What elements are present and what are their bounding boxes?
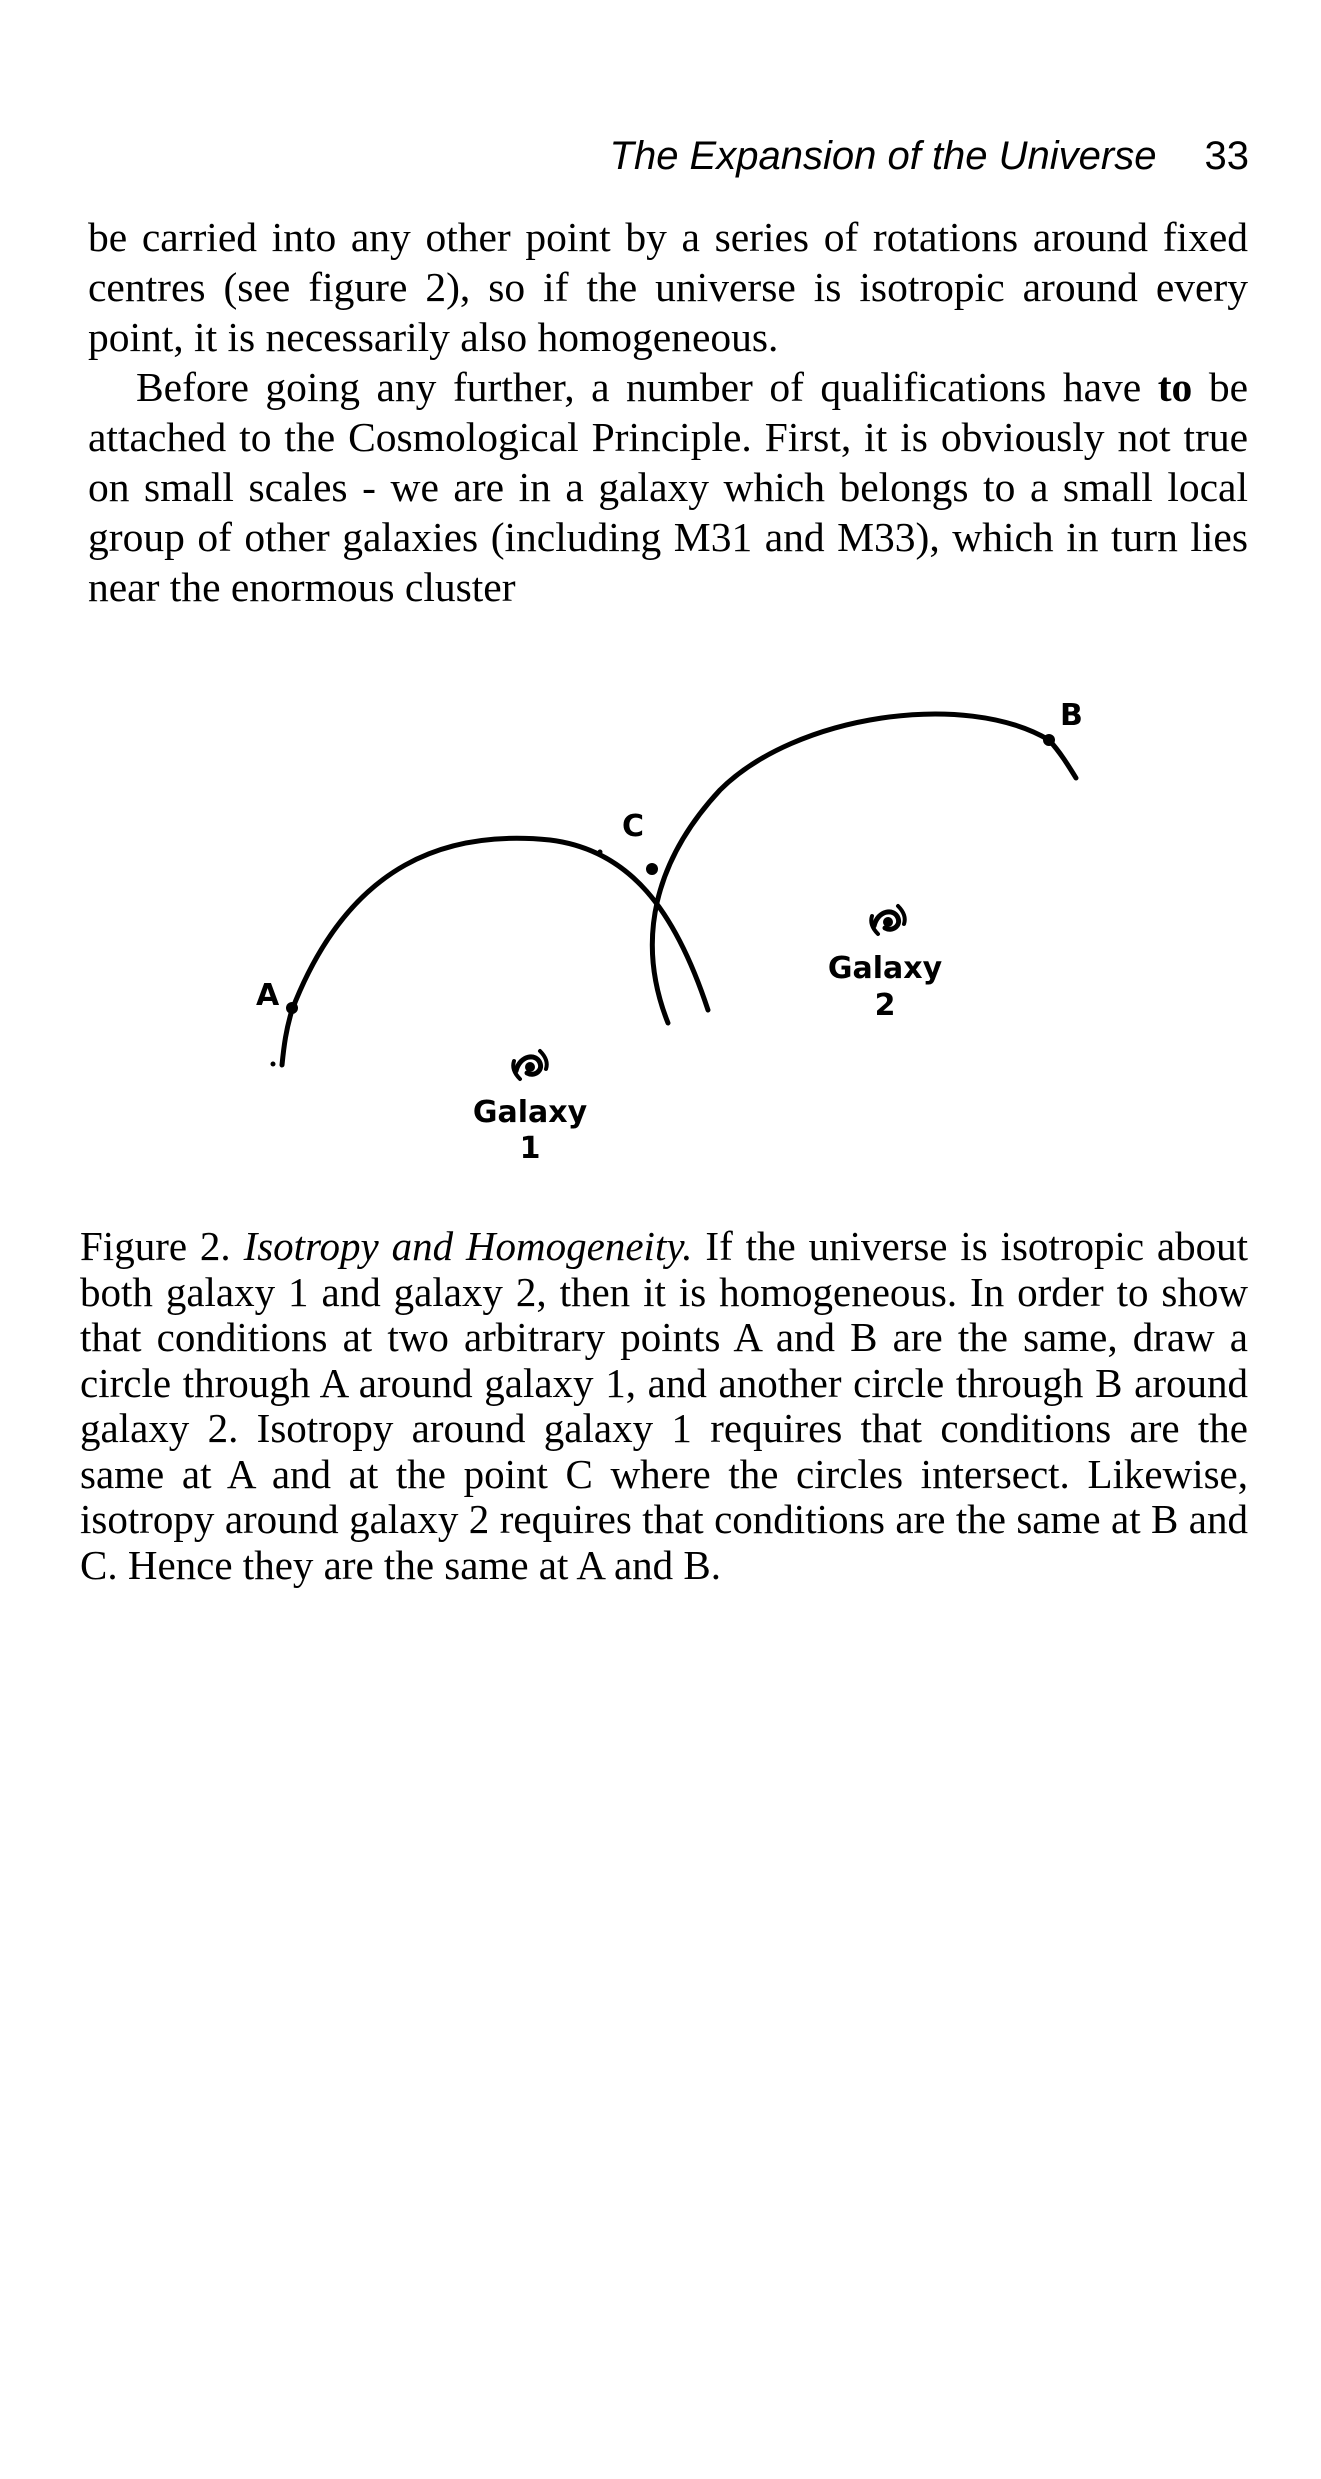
arc-tail-a (282, 1010, 292, 1065)
paragraph-2-rest: be attached to the Cosmological Principle. First, it is obviously not true on small scales - we are in a galaxy which belongs to a small local group of other galaxies (including M31 and M33), which in turn lies near the enormous cluster (88, 364, 1248, 610)
galaxy-1-number: 1 (519, 1131, 541, 1166)
galaxy-1-spiral-icon (513, 1051, 547, 1079)
page-number: 33 (1204, 134, 1249, 178)
paragraph-1: be carried into any other point by a series of rotations around fixed centres (see figure 2), so if the universe is isotropic around every point, it is necessarily also homogeneous. (88, 214, 1248, 360)
paragraph-2-bold-word: to (1157, 364, 1193, 410)
paragraph-2-lead: Before going any further, a number of qualifications have (136, 364, 1142, 410)
running-head-title: The Expansion of the Universe (609, 134, 1157, 178)
arc-tail-b (1049, 740, 1076, 778)
point-c (646, 863, 658, 875)
speck-c (598, 850, 603, 855)
galaxy-2-number: 2 (874, 988, 896, 1023)
figure-isotropy-diagram (220, 660, 1120, 1220)
circle-arc-galaxy-1 (292, 838, 708, 1010)
galaxy-2-spiral-icon (871, 906, 905, 934)
label-a: A (256, 978, 280, 1013)
label-c: C (622, 809, 645, 844)
galaxy-1-label: Galaxy (472, 1095, 588, 1130)
point-b (1043, 734, 1055, 746)
caption-title: Isotropy and Homogeneity. (243, 1223, 693, 1269)
label-b: B (1060, 698, 1083, 733)
point-a (286, 1002, 298, 1014)
caption-label: Figure 2. (80, 1223, 231, 1269)
diagram-svg (220, 660, 1120, 1220)
paragraph-2 (88, 362, 1248, 612)
body-text (88, 212, 1248, 612)
speck-a (271, 1062, 276, 1067)
galaxy-2-label: Galaxy (827, 951, 943, 986)
caption-text: If the universe is isotropic about both galaxy 1 and galaxy 2, then it is homogeneous. In order to show that conditions at two arbitrary points A and B are the same, draw a circle through A around galaxy 1, and another circle through B around galaxy 2. Isotropy around galaxy 1 requires that conditions are the same at A and at the point C where the circles intersect. Likewise, isotropy around galaxy 2 requires that conditions are the same at B and C. Hence they are the same at A and B. (80, 1223, 1249, 1588)
running-head (88, 136, 1249, 176)
figure-caption (80, 1224, 1248, 1588)
